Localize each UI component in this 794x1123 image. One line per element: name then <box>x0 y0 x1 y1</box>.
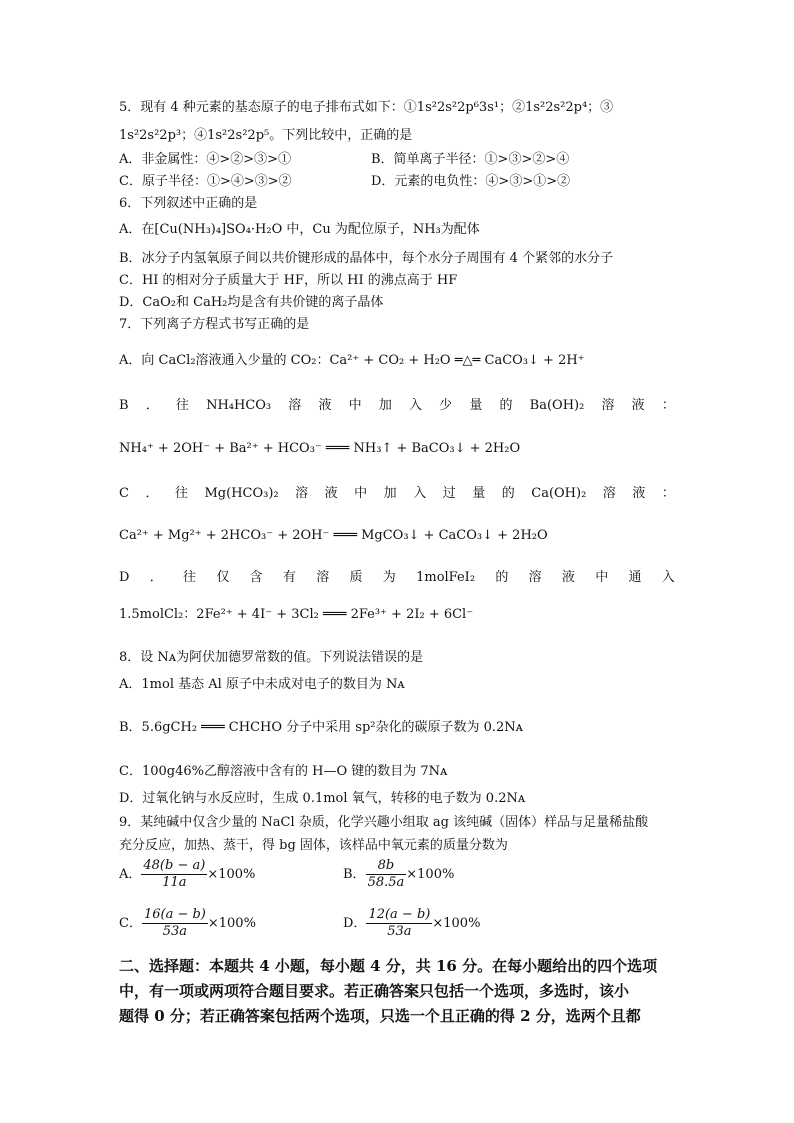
fraction: $\frac{16(a - b)}{53a}$ <box>143 907 206 939</box>
q9-stem-line2: 充分反应，加热、蒸干，得 bg 固体，该样品中氧元素的质量分数为 <box>119 838 508 853</box>
fraction: $\frac{8b}{58.5a}$ <box>367 858 405 890</box>
section2-heading-line2: 中，有一项或两项符合题目要求。若正确答案只包括一个选项，多选时，该小 <box>119 982 630 1000</box>
q8-option-c: C．100g46%乙醇溶液中含有的 H—O 键的数目为 7Nᴀ <box>119 764 448 779</box>
fraction: $\frac{48(b - a)}{11a}$ <box>143 858 206 890</box>
q5-stem-line1: 5．现有 4 种元素的基态原子的电子排布式如下：①1s²2s²2p⁶3s¹；②1s²2s²2p⁴；③ <box>119 100 614 115</box>
q7-option-d-line: D ． 往 仅 含 有 溶 质 为 1molFeI₂ 的 溶 液 中 通 入 <box>119 570 675 585</box>
q6-option-c: C．HI 的相对分子质量大于 HF，所以 HI 的沸点高于 HF <box>119 273 458 288</box>
q6-option-d: D．CaO₂和 CaH₂均是含有共价键的离子晶体 <box>119 295 384 310</box>
q9-option-c: C． $\frac{16(a - b)}{53a}$ ×100% <box>119 907 256 939</box>
q6-option-b: B．冰分子内氢氧原子间以共价键形成的晶体中，每个水分子周围有 4 个紧邻的水分子 <box>119 251 614 266</box>
q5-option-a: A．非金属性：④>②>③>① <box>119 152 292 167</box>
q6-option-a: A．在[Cu(NH₃)₄]SO₄·H₂O 中，Cu 为配位原子，NH₃为配体 <box>119 222 480 237</box>
q5-stem-line2: 1s²2s²2p³；④1s²2s²2p⁵。下列比较中，正确的是 <box>119 128 413 143</box>
q7-option-b-equation: NH₄⁺ + 2OH⁻ + Ba²⁺ + HCO₃⁻ ═══ NH₃↑ + BaCO₃↓ + 2H₂O <box>119 441 521 456</box>
q8-option-d: D．过氧化钠与水反应时，生成 0.1mol 氧气，转移的电子数为 0.2Nᴀ <box>119 791 526 806</box>
q6-stem: 6．下列叙述中正确的是 <box>119 196 258 211</box>
q9-option-b: B． $\frac{8b}{58.5a}$ ×100% <box>343 858 455 890</box>
fraction: $\frac{12(a - b)}{53a}$ <box>368 907 431 939</box>
q7-option-a: A．向 CaCl₂溶液通入少量的 CO₂：Ca²⁺ + CO₂ + H₂O ═△═ CaCO₃↓ + 2H⁺ <box>119 353 585 368</box>
q9-option-a: A． $\frac{48(b - a)}{11a}$ ×100% <box>119 858 256 890</box>
q7-option-c-line: C ． 往 Mg(HCO₃)₂ 溶 液 中 加 入 过 量 的 Ca(OH)₂ 溶 液 ： <box>119 486 675 501</box>
q8-option-b: B．5.6gCH₂ ═══ CHCHO 分子中采用 sp²杂化的碳原子数为 0.2Nᴀ <box>119 720 524 735</box>
q7-stem: 7．下列离子方程式书写正确的是 <box>119 317 310 332</box>
q8-stem: 8．设 Nᴀ为阿伏加德罗常数的值。下列说法错误的是 <box>119 650 424 665</box>
q5-option-b: B．简单离子半径：①>③>②>④ <box>371 152 570 167</box>
q8-option-a: A．1mol 基态 Al 原子中未成对电子的数目为 Nᴀ <box>119 677 405 692</box>
q9-stem-line1: 9．某纯碱中仅含少量的 NaCl 杂质，化学兴趣小组取 ag 该纯碱（固体）样品与足量稀盐酸 <box>119 815 649 830</box>
q5-option-c: C．原子半径：①>④>③>② <box>119 174 292 189</box>
q7-option-b-line: B ． 往 NH₄HCO₃ 溶 液 中 加 入 少 量 的 Ba(OH)₂ 溶 液 ： <box>119 398 675 413</box>
q5-option-d: D．元素的电负性：④>③>①>② <box>371 174 571 189</box>
section2-heading-line3: 题得 0 分；若正确答案包括两个选项，只选一个且正确的得 2 分，选两个且都 <box>119 1007 641 1025</box>
section2-heading-line1: 二、选择题：本题共 4 小题，每小题 4 分，共 16 分。在每小题给出的四个选项 <box>119 957 658 975</box>
q9-option-d: D． $\frac{12(a - b)}{53a}$ ×100% <box>343 907 481 939</box>
q7-option-d-equation: 1.5molCl₂：2Fe²⁺ + 4I⁻ + 3Cl₂ ═══ 2Fe³⁺ + 2I₂ + 6Cl⁻ <box>119 607 474 622</box>
q7-option-c-equation: Ca²⁺ + Mg²⁺ + 2HCO₃⁻ + 2OH⁻ ═══ MgCO₃↓ + CaCO₃↓ + 2H₂O <box>119 528 548 543</box>
